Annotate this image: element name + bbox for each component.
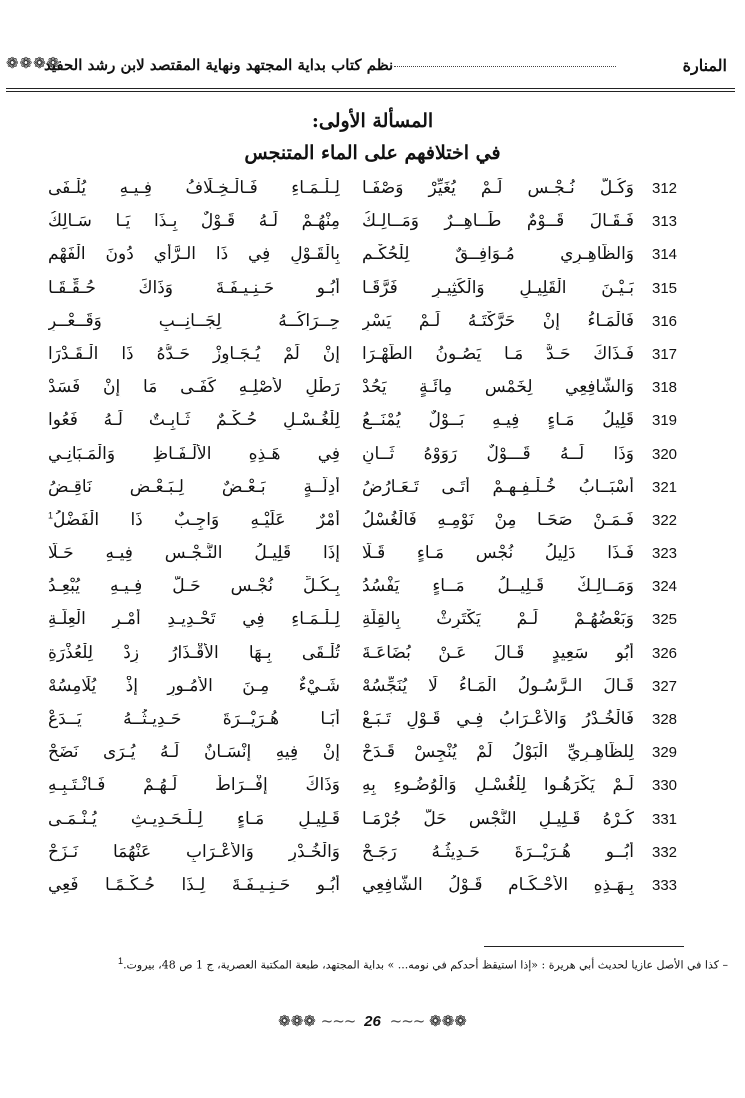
verse-number: 319 — [652, 412, 678, 430]
verse-second-hemistich: أَبَـا هُـرَيْــرَةَ حَـدِيـثُــهُ يَــدَعْ — [48, 709, 340, 729]
verse-first-hemistich: فَـذَاكَ حَـدٌّ مَـا يَصُـونُ الطُّهْـرَا — [362, 343, 634, 364]
verse-row — [40, 840, 705, 873]
verse-row — [40, 408, 705, 441]
verse-row — [40, 375, 705, 408]
verse-row — [40, 309, 705, 342]
verse-row — [40, 209, 705, 242]
series-name: المنارة — [682, 56, 727, 75]
flower-ornament-icon: ❁❁❁ — [278, 1012, 316, 1030]
footnote — [20, 956, 728, 972]
verse-first-hemistich: وَذَا لَــهُ قَـــوْلٌ رَوَوْهُ ثَــانِ — [362, 443, 634, 464]
verse-first-hemistich: أَبُو سَعِيدٍ قَـالَ عَـنْ بُضَاعَـةَ — [362, 642, 634, 663]
verse-second-hemistich: إِذَا قَلِيـلُ النُّـجْـسِ فِيـهِ حَـلَّا — [48, 543, 340, 564]
verse-second-hemistich-wrap — [48, 742, 340, 762]
verse-row — [40, 508, 705, 541]
section-subtitle: في اختلافهم على الماء المتنجس — [244, 142, 501, 164]
footer-dash-right: ~~~ — [389, 1012, 425, 1030]
verse-second-hemistich-wrap — [48, 609, 340, 629]
verse-second-hemistich-wrap — [48, 311, 340, 331]
book-title: نظم كتاب بداية المجتهد ونهاية المقتصد لابن رشد الحفيد — [44, 56, 394, 74]
verse-row — [40, 674, 705, 707]
footnote-text: – كذا في الأصل عازيا لحديث أبي هريرة : «إذا استيقظ أحدكم في نومه... » بداية المجتهد، طبعة المكتبة العصرية، ج 1 ص 48، بيروت. — [123, 958, 728, 972]
verse-row — [40, 176, 705, 209]
verse-second-hemistich: تُلْـقَى بِـهَا الأَقْـذَارُ زِدْ لِلْعُذْرَةِ — [48, 642, 340, 663]
verse-number: 331 — [652, 810, 678, 828]
page-number: 26 — [364, 1013, 381, 1030]
verse-first-hemistich: وَالظَّاهِـرِي مُـوَافِــقٌ لِلْحُكْـمِ — [362, 244, 634, 265]
verse-first-hemistich: كُـرْهُ قَـلِيـلِ النُّجْسِ حَلَّ جُرْمَـا — [362, 808, 634, 829]
verse-second-hemistich: بِالْقَـوْلِ فِي ذَا الـرَّأْيِ دُونَ الْفَهْمِ — [48, 244, 340, 265]
verse-first-hemistich: فَـقَـالَ قَــوْمٌ طَــاهِــرٌ وَمَــالِـكُ — [362, 211, 634, 232]
verse-second-hemistich-wrap — [48, 477, 340, 497]
verse-second-hemistich: لِـلْـمَـاءِ فِي تَحْـدِيـدِ أَمْـرِ الْعِلَّـةِ — [48, 609, 340, 630]
verse-second-hemistich-wrap — [48, 842, 340, 862]
verse-second-hemistich: لِـلْـمَـاءِ فَـالْـخِـلَافُ فِـيـهِ يُلْـفَى — [48, 178, 340, 198]
verse-second-hemistich-wrap — [48, 178, 340, 198]
verse-second-hemistich: مِنْهُـمْ لَـهُ قَـوْلٌ بِـذَا يَـا سَـالِكُ — [48, 211, 340, 232]
verse-number: 312 — [652, 180, 678, 197]
verse-number: 318 — [652, 379, 678, 397]
verse-second-hemistich-wrap — [48, 510, 340, 530]
verse-second-hemistich: أَبُـو حَـنِـيـفَـةَ لِـذَا حُـكْـمًـا فَعِي — [48, 874, 340, 895]
verse-number: 324 — [652, 578, 678, 596]
verse-first-hemistich: فَالْمَـاءُ إِنْ حَرَّكْتَـهُ لَـمْ يَسْرِ — [362, 310, 634, 331]
header-rule — [6, 88, 735, 89]
verse-first-hemistich: لَـمْ يَكْرَهُـوا لِلْغُسْـلِ وَالْوُضُـوءِ بِهِ — [362, 775, 634, 796]
verse-second-hemistich-wrap — [48, 709, 340, 729]
verse-first-hemistich: أَسْبَــابُ خُـلْـفِـهِـمْ أَتَـى تَـعَـارُضُ — [362, 476, 634, 497]
verse-number: 333 — [652, 876, 678, 894]
verse-row — [40, 242, 705, 275]
flower-ornament-icon: ❁❁❁❁ — [6, 54, 61, 72]
verse-first-hemistich: فَـمَـنْ صَحَـا مِنْ نَوْمِـهِ فَالْغُسْلُ — [362, 509, 634, 530]
verse-first-hemistich: فَـذَا دَلِيلُ نُجْسِ مَـاءٍ قَـلَّا — [362, 543, 634, 564]
verse-second-hemistich-wrap — [48, 875, 340, 895]
verse-first-hemistich: وَبَعْضُهُـمْ لَـمْ يَكْتَرِثْ بِالقِلَّةِ — [362, 609, 634, 630]
verse-second-hemistich: قَـلِيـلِ مَـاءٍ لِـلْـحَـدِيـثِ يُـنْـمَـى — [48, 808, 340, 829]
verse-first-hemistich: قَـالَ الـرَّسُـولُ الْمَـاءُ لَا يُنَجِّسُهْ — [362, 675, 634, 696]
verse-second-hemistich-wrap — [48, 543, 340, 563]
verse-second-hemistich: أَبُـو حَـنِـيـفَـةَ وَذَاكَ حُـقِّـقَـا — [48, 277, 340, 298]
verse-second-hemistich: وَالْخُـدْرِ وَالأَعْـرَابِ عَنْهُمَا نَـزَحْ — [48, 841, 340, 862]
verse-number: 327 — [652, 677, 678, 695]
verse-number: 317 — [652, 345, 678, 363]
verse-row — [40, 807, 705, 840]
verse-second-hemistich: إِنْ لَمْ يُـجَـاوِزْ حَـدُّهُ ذَا الْـقَـدْرَا — [48, 343, 340, 364]
verse-first-hemistich: قَلِيلُ مَـاءٍ فِيـهِ بَــوْلٌ يُمْنَــعُ — [362, 410, 634, 431]
verse-row — [40, 342, 705, 375]
verse-number: 315 — [652, 279, 678, 297]
verse-second-hemistich: وَذَاكَ إِفْــرَاطٌ لَـهُـمْ فَـانْـتَـبِـهِ — [48, 775, 340, 796]
header-wave-divider — [394, 66, 616, 67]
verse-second-hemistich: رَطْلٍ لأَصْلِـهِ كَفَـى مَا إِنْ فَسَدْ — [48, 377, 340, 398]
verse-row — [40, 574, 705, 607]
verse-first-hemistich: وَالشَّافِعِي لِخَمْسِ مِائَـةٍ يَحُدْ — [362, 377, 634, 398]
verse-second-hemistich-wrap — [48, 809, 340, 829]
footnote-rule — [484, 946, 684, 947]
verse-row — [40, 276, 705, 309]
verse-second-hemistich-wrap — [48, 643, 340, 663]
verse-first-hemistich: أَبُــو هُـرَيْــرَةَ حَـدِيثُـهُ رَجَـحْ — [362, 841, 634, 862]
verse-number: 332 — [652, 843, 678, 861]
verse-number: 325 — [652, 611, 678, 629]
verse-second-hemistich: شَـيْءٌ مِـنَ الأُمُـورِ إِذْ يُلَامِسُهْ — [48, 675, 340, 696]
verse-second-hemistich-wrap — [48, 244, 340, 264]
flower-ornament-icon: ❁❁❁ — [429, 1012, 467, 1030]
verse-second-hemistich: لِلْغُـسْـلِ حُـكْـمٌ ثَـابِـتٌ لَـهُ فَعُوا — [48, 410, 340, 431]
verse-row — [40, 773, 705, 806]
verse-number: 321 — [652, 478, 678, 496]
verse-number: 328 — [652, 711, 678, 728]
verse-first-hemistich: فَالْخُـدْرُ وَالأَعْـرَابُ فِـي قَـوْلٍ تَـبَـعْ — [362, 709, 634, 729]
running-header — [6, 50, 735, 90]
verse-second-hemistich: حِــرَاكُــهُ لِجَــانِــبٍ وَقَــعْــرِ — [48, 310, 340, 331]
verse-row — [40, 475, 705, 508]
verse-number: 326 — [652, 644, 678, 662]
verse-first-hemistich: وَمَــالِـكٌ قَـلِيــلُ مَــاءٍ يَفْسُدُ — [362, 576, 634, 597]
verse-second-hemistich-wrap — [48, 775, 340, 795]
verse-number: 323 — [652, 545, 678, 563]
footnote-reference: 1 — [48, 510, 54, 521]
verse-second-hemistich: أَمْرٌ عَلَيْـهِ وَاجِـبٌ ذَا الْفَضْلُ — [53, 509, 340, 530]
header-rule-thin — [6, 91, 735, 92]
verse-row — [40, 740, 705, 773]
verse-row — [40, 873, 705, 906]
poem-verses — [40, 176, 705, 906]
section-title: المسألة الأولى: — [311, 110, 434, 132]
verse-number: 329 — [652, 744, 678, 762]
verse-first-hemistich: لِلظَّاهِـرِيِّ الْبَوْلُ لَمْ يُنْجِسْ قَـدَحْ — [362, 742, 634, 763]
verse-second-hemistich-wrap — [48, 410, 340, 430]
verse-first-hemistich: وَكُـلُّ نُـجْـسٍ لَـمْ يُغَيِّرْ وَصْفَـا — [362, 178, 634, 198]
verse-second-hemistich-wrap — [48, 444, 340, 464]
verse-second-hemistich: بِـكُـلِّ نُجْـسٍ حَـلَّ فِـيـهِ يُبْعِـدُ — [48, 576, 340, 597]
verse-second-hemistich-wrap — [48, 576, 340, 596]
verse-second-hemistich-wrap — [48, 676, 340, 696]
verse-row — [40, 442, 705, 475]
verse-row — [40, 541, 705, 574]
verse-second-hemistich: إِنْ فِيهِ إِنْسَـانٌ لَـهُ يُـرَى نَضَحْ — [48, 742, 340, 763]
verse-number: 330 — [652, 777, 678, 795]
verse-number: 314 — [652, 246, 678, 264]
verse-number: 313 — [652, 213, 678, 231]
verse-row — [40, 641, 705, 674]
verse-second-hemistich-wrap — [48, 211, 340, 231]
footnote-mark: 1 — [118, 956, 124, 966]
verse-row — [40, 707, 705, 740]
page-footer — [0, 1012, 745, 1030]
verse-first-hemistich: بَـيْـنَ الْقَلِيـلِ وَالْكَثِيـرِ فَرَّقَـا — [362, 277, 634, 298]
verse-second-hemistich-wrap — [48, 344, 340, 364]
verse-second-hemistich: فِي هَـذِهِ الأَلْـفَـاظِ وَالْمَـبَانِـي — [48, 443, 340, 464]
footer-dash-left: ~~~ — [320, 1012, 356, 1030]
verse-first-hemistich: بِـهَـذِهِ الأَحْـكَـامِ قَـوْلُ الشَّافِعِي — [362, 874, 634, 895]
verse-second-hemistich-wrap — [48, 377, 340, 397]
verse-second-hemistich: أَدِلَّــةٍ بَـعْـضٌ لِـبَـعْـضٍ نَاقِـضُ — [48, 476, 340, 497]
verse-row — [40, 607, 705, 640]
verse-second-hemistich-wrap — [48, 278, 340, 298]
verse-number: 322 — [652, 511, 678, 529]
verse-number: 320 — [652, 445, 678, 463]
verse-number: 316 — [652, 312, 678, 330]
